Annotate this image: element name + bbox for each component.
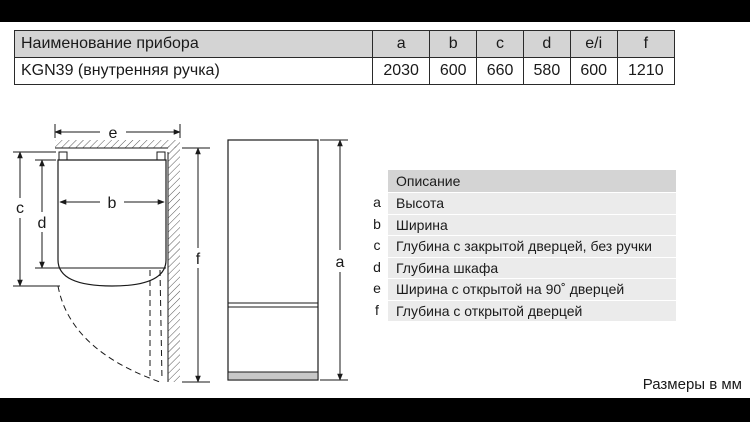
list-item: [366, 214, 676, 236]
header-cell-c: c: [477, 31, 524, 58]
legend-text: Глубина с закрытой дверцей, без ручки: [388, 235, 676, 257]
list-item: [366, 235, 676, 257]
dimension-a: [320, 140, 348, 380]
header-cell-ei: e/i: [570, 31, 617, 58]
bottom-black-band: [0, 398, 750, 422]
value-cell-b: 600: [430, 58, 477, 85]
dim-label-c: c: [16, 200, 24, 217]
spec-table-header-row: [15, 31, 675, 58]
dimension-f: [182, 148, 210, 382]
dim-label-b: b: [107, 195, 117, 212]
header-cell-d: d: [523, 31, 570, 58]
front-view-fridge: [228, 140, 318, 380]
top-black-band: [0, 0, 750, 22]
dimension-drawing: [0, 110, 360, 390]
legend-title: Описание: [388, 170, 676, 192]
value-cell-a: 2030: [373, 58, 430, 85]
legend-key: e: [373, 280, 381, 296]
dim-label-a: a: [335, 254, 345, 271]
list-item: [366, 300, 676, 322]
legend-key: b: [373, 215, 381, 232]
dimension-c: [13, 152, 60, 286]
dimension-b: [60, 195, 164, 212]
legend-text: Высота: [388, 192, 676, 214]
dim-label-f: f: [195, 251, 201, 268]
table-row: [15, 58, 675, 85]
legend-key: c: [373, 237, 381, 253]
value-cell-c: 660: [477, 58, 524, 85]
door-swing-dashed: [58, 270, 162, 382]
list-item: [366, 257, 676, 279]
legend-key: f: [375, 301, 379, 318]
dimension-e: [55, 124, 180, 142]
units-note: Размеры в мм: [642, 376, 742, 393]
legend-table: [366, 170, 676, 321]
value-cell-ei: 600: [570, 58, 617, 85]
model-name-cell: KGN39 (внутренняя ручка): [15, 58, 373, 85]
top-view-cabinet: [58, 152, 166, 286]
legend-key: d: [373, 258, 381, 275]
value-cell-f: 1210: [617, 58, 674, 85]
list-item: [366, 192, 676, 214]
dimension-d: [35, 160, 58, 268]
legend-text: Глубина с открытой дверцей: [388, 300, 676, 322]
dim-label-e: e: [108, 125, 118, 142]
legend-text: Глубина шкафа: [388, 257, 676, 279]
header-cell-name: Наименование прибора: [15, 31, 373, 58]
spec-table: [14, 30, 675, 85]
header-cell-a: a: [373, 31, 430, 58]
dim-label-d: d: [37, 215, 47, 232]
legend-text: Ширина с открытой на 90˚ дверцей: [388, 278, 676, 300]
value-cell-d: 580: [523, 58, 570, 85]
header-cell-b: b: [430, 31, 477, 58]
header-cell-f: f: [617, 31, 674, 58]
list-item: [366, 278, 676, 300]
legend-text: Ширина: [388, 214, 676, 236]
legend-key: a: [373, 194, 381, 210]
